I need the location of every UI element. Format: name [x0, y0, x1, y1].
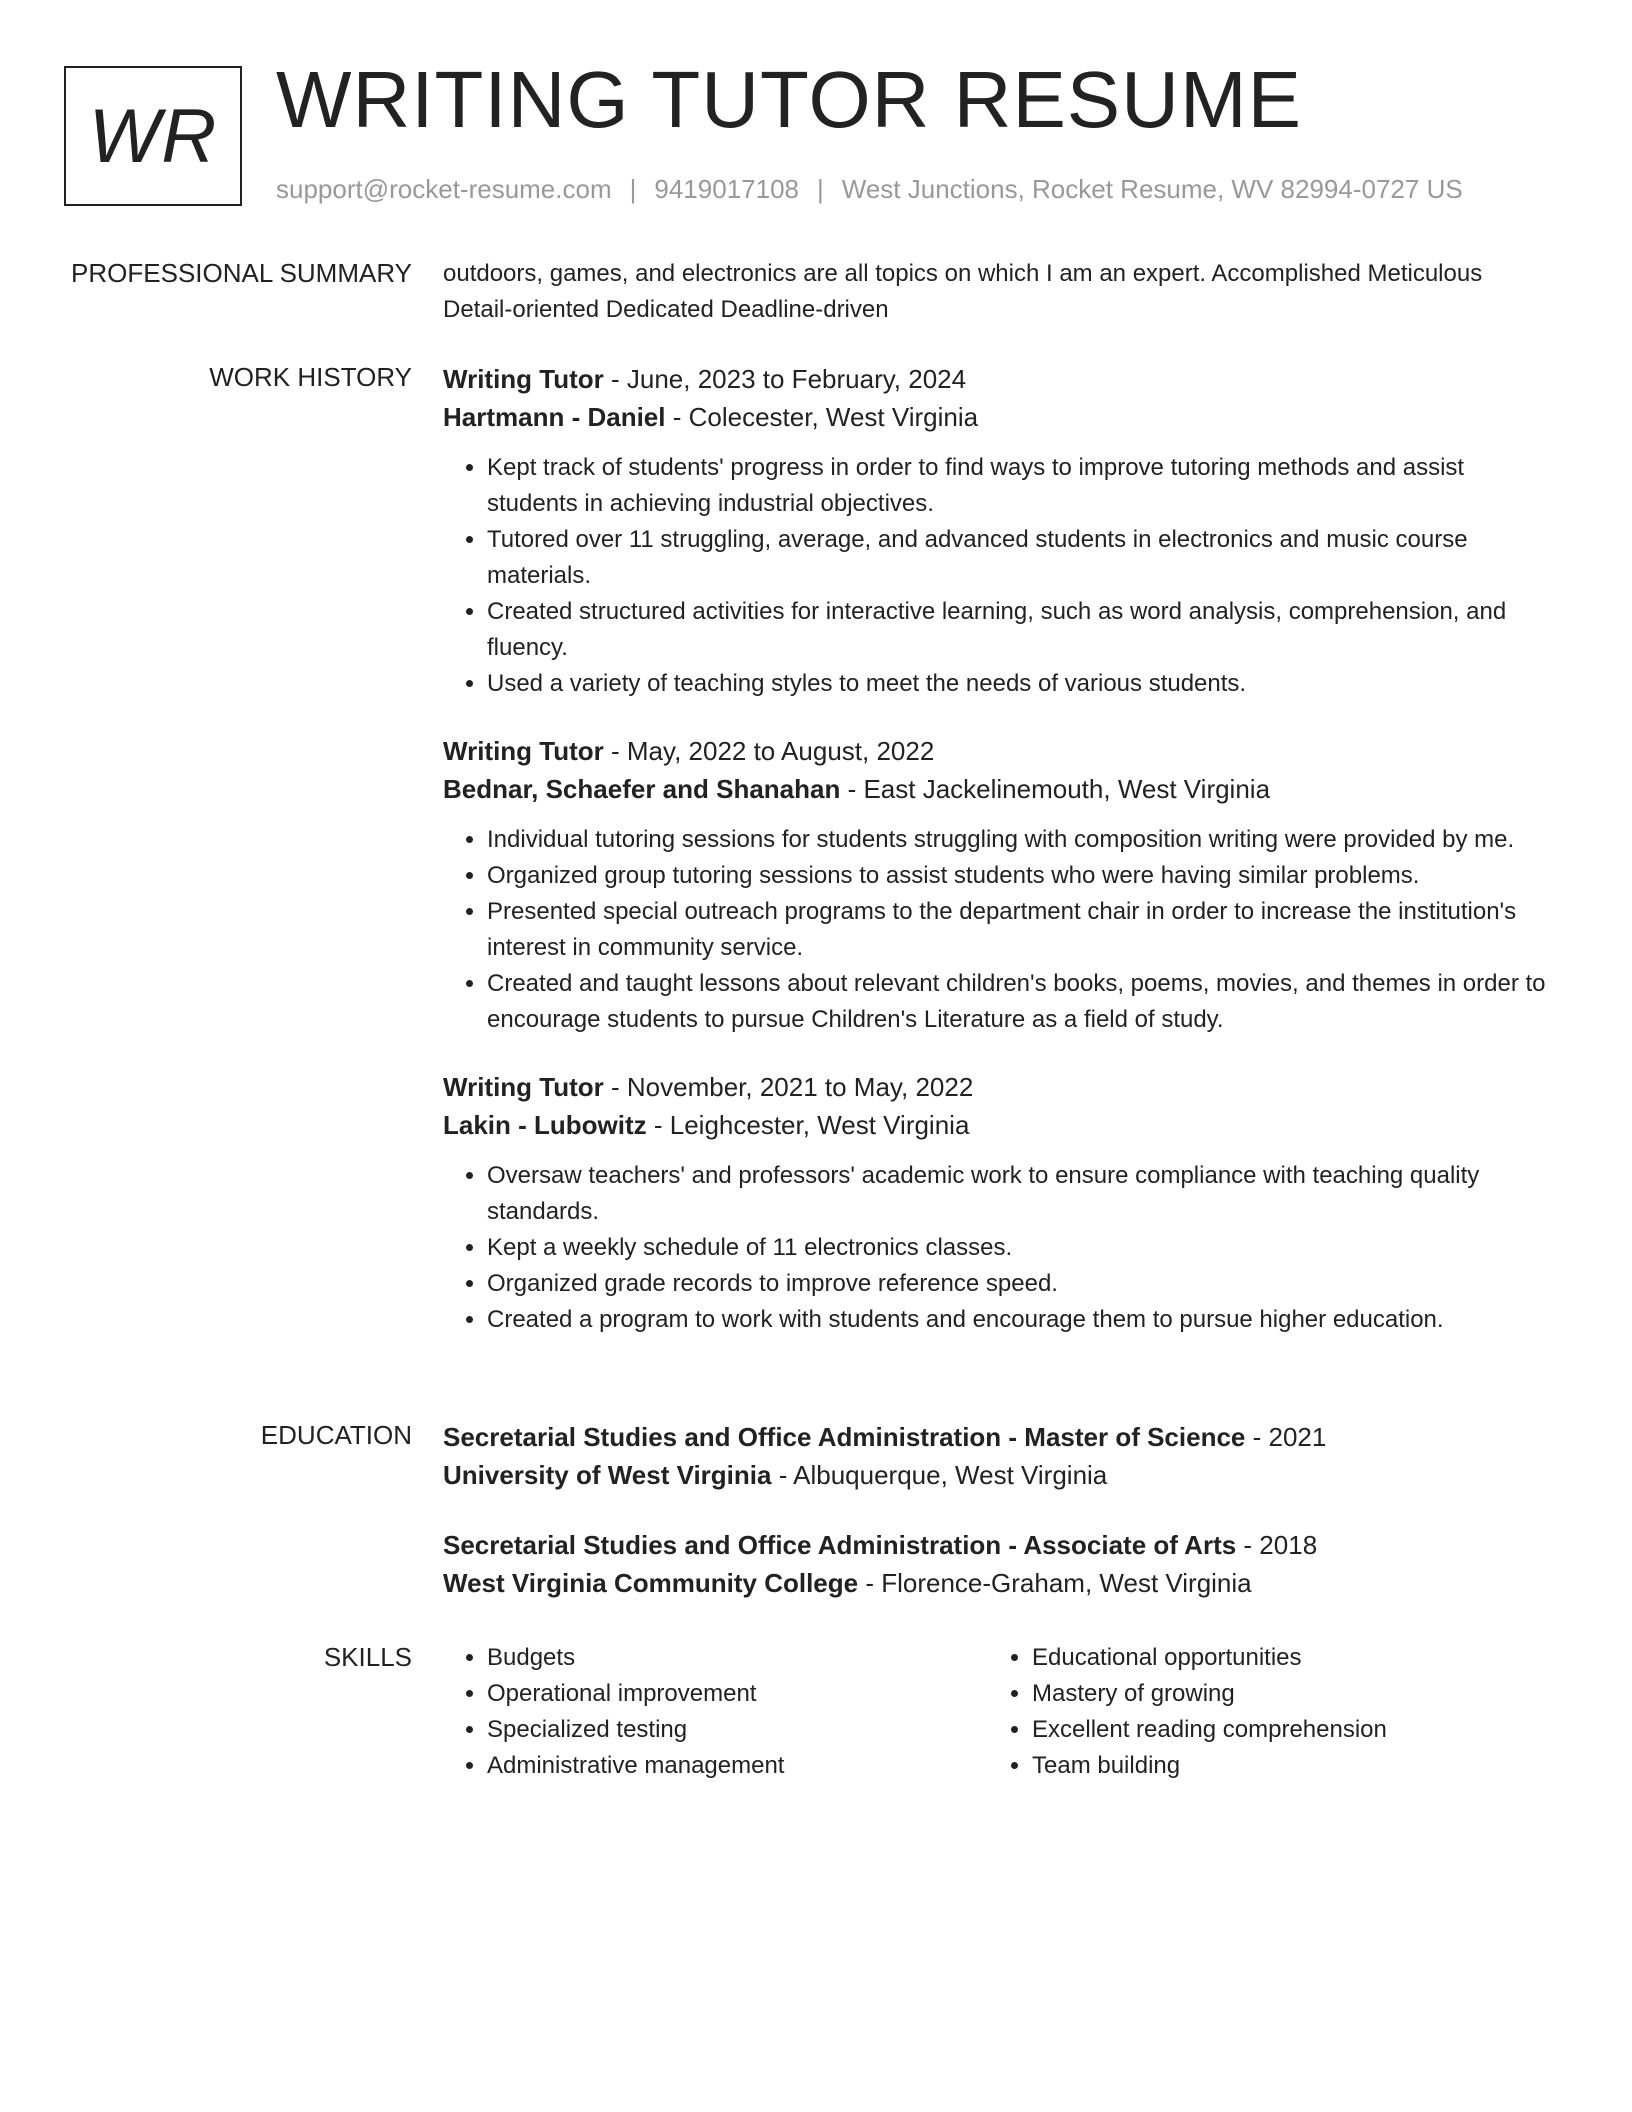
job-bullet: • Created structured activities for interactive learning, such as word analysis, comprehension, and fluency.	[487, 594, 1553, 666]
job-bullets	[443, 1158, 1553, 1338]
job-bullet: • Presented special outreach programs to the department chair in order to increase the institution's interest in community service.	[487, 894, 1553, 966]
job-bullet: • Kept a weekly schedule of 11 electronics classes.	[487, 1230, 1553, 1266]
summary-body	[443, 256, 1553, 328]
skill-item: • Team building	[1032, 1748, 1533, 1784]
job-bullet: • Individual tutoring sessions for students struggling with composition writing were provided by me.	[487, 822, 1553, 858]
job-location: - Colecester, West Virginia	[665, 402, 979, 432]
job-bullets	[443, 822, 1553, 1038]
job-company-line	[443, 398, 1553, 436]
section-label-work: WORK HISTORY	[209, 362, 412, 392]
education-year: - 2021	[1245, 1422, 1327, 1452]
education-degree-line	[443, 1526, 1553, 1564]
skills-grid	[443, 1640, 1553, 1784]
contact-phone[interactable]: 9419017108	[654, 174, 799, 204]
page-title: WRITING TUTOR RESUME	[276, 55, 1302, 144]
skill-item: • Mastery of growing	[1032, 1676, 1533, 1712]
job-bullet: • Used a variety of teaching styles to meet the needs of various students.	[487, 666, 1553, 702]
job-entry	[443, 1068, 1553, 1338]
job-entry	[443, 732, 1553, 1038]
job-bullet: • Created a program to work with students and encourage them to pursue higher education.	[487, 1302, 1553, 1338]
skills-list-left	[443, 1640, 988, 1784]
skill-item: • Operational improvement	[487, 1676, 988, 1712]
job-company: Bednar, Schaefer and Shanahan	[443, 774, 841, 804]
job-title: Writing Tutor	[443, 736, 604, 766]
job-bullet: • Created and taught lessons about relevant children's books, poems, movies, and themes in order to encourage students to pursue Children's Literature as a field of study.	[487, 966, 1553, 1038]
education-degree: Secretarial Studies and Office Administration - Associate of Arts	[443, 1530, 1237, 1560]
education-entry	[443, 1526, 1553, 1602]
job-title-line	[443, 732, 1553, 770]
job-company-line	[443, 1106, 1553, 1144]
skills-body	[443, 1640, 1553, 1784]
job-company: Lakin - Lubowitz	[443, 1110, 647, 1140]
job-bullet: • Tutored over 11 struggling, average, and advanced students in electronics and music course materials.	[487, 522, 1553, 594]
job-company-line	[443, 770, 1553, 808]
job-bullet: • Organized grade records to improve reference speed.	[487, 1266, 1553, 1302]
education-entry	[443, 1418, 1553, 1494]
skill-item: • Budgets	[487, 1640, 988, 1676]
job-bullet: • Kept track of students' progress in order to find ways to improve tutoring methods and assist students in achieving industrial objectives.	[487, 450, 1553, 522]
job-location: - East Jackelinemouth, West Virginia	[840, 774, 1271, 804]
job-dates: - November, 2021 to May, 2022	[603, 1072, 974, 1102]
job-dates: - June, 2023 to February, 2024	[603, 364, 967, 394]
education-degree: Secretarial Studies and Office Administration - Master of Science	[443, 1422, 1246, 1452]
contact-email[interactable]: support@rocket-resume.com	[276, 174, 612, 204]
education-school-line	[443, 1456, 1553, 1494]
skill-item: • Educational opportunities	[1032, 1640, 1533, 1676]
education-location: - Florence-Graham, West Virginia	[858, 1568, 1252, 1598]
section-label-education: EDUCATION	[260, 1420, 412, 1450]
section-label-summary: PROFESSIONAL SUMMARY	[71, 258, 412, 288]
job-bullet: • Organized group tutoring sessions to assist students who were having similar problems.	[487, 858, 1553, 894]
education-degree-line	[443, 1418, 1553, 1456]
skill-item: • Specialized testing	[487, 1712, 988, 1748]
job-bullet: • Oversaw teachers' and professors' academic work to ensure compliance with teaching quality standards.	[487, 1158, 1553, 1230]
education-school: West Virginia Community College	[443, 1568, 859, 1598]
contact-address: West Junctions, Rocket Resume, WV 82994-0727 US	[841, 174, 1463, 204]
summary-text: outdoors, games, and electronics are all topics on which I am an expert. Accomplished Meticulous Detail-oriented Dedicated Deadline-driven	[443, 260, 1483, 323]
section-label-skills: SKILLS	[323, 1642, 412, 1672]
education-location: - Albuquerque, West Virginia	[771, 1460, 1108, 1490]
job-bullets	[443, 450, 1553, 702]
skill-item: • Excellent reading comprehension	[1032, 1712, 1533, 1748]
job-title: Writing Tutor	[443, 1072, 604, 1102]
job-title-line	[443, 1068, 1553, 1106]
job-title: Writing Tutor	[443, 364, 604, 394]
work-history-body	[443, 360, 1553, 1368]
contact-separator: |	[629, 174, 637, 204]
job-company: Hartmann - Daniel	[443, 402, 666, 432]
monogram-logo: WR	[64, 66, 242, 206]
job-location: - Leighcester, West Virginia	[646, 1110, 970, 1140]
job-dates: - May, 2022 to August, 2022	[603, 736, 935, 766]
job-title-line	[443, 360, 1553, 398]
education-year: - 2018	[1236, 1530, 1318, 1560]
contact-line	[276, 172, 1463, 206]
education-school: University of West Virginia	[443, 1460, 772, 1490]
job-entry	[443, 360, 1553, 702]
education-school-line	[443, 1564, 1553, 1602]
contact-separator: |	[817, 174, 824, 204]
skills-list-right	[988, 1640, 1533, 1784]
education-body	[443, 1418, 1553, 1634]
skill-item: • Administrative management	[487, 1748, 988, 1784]
